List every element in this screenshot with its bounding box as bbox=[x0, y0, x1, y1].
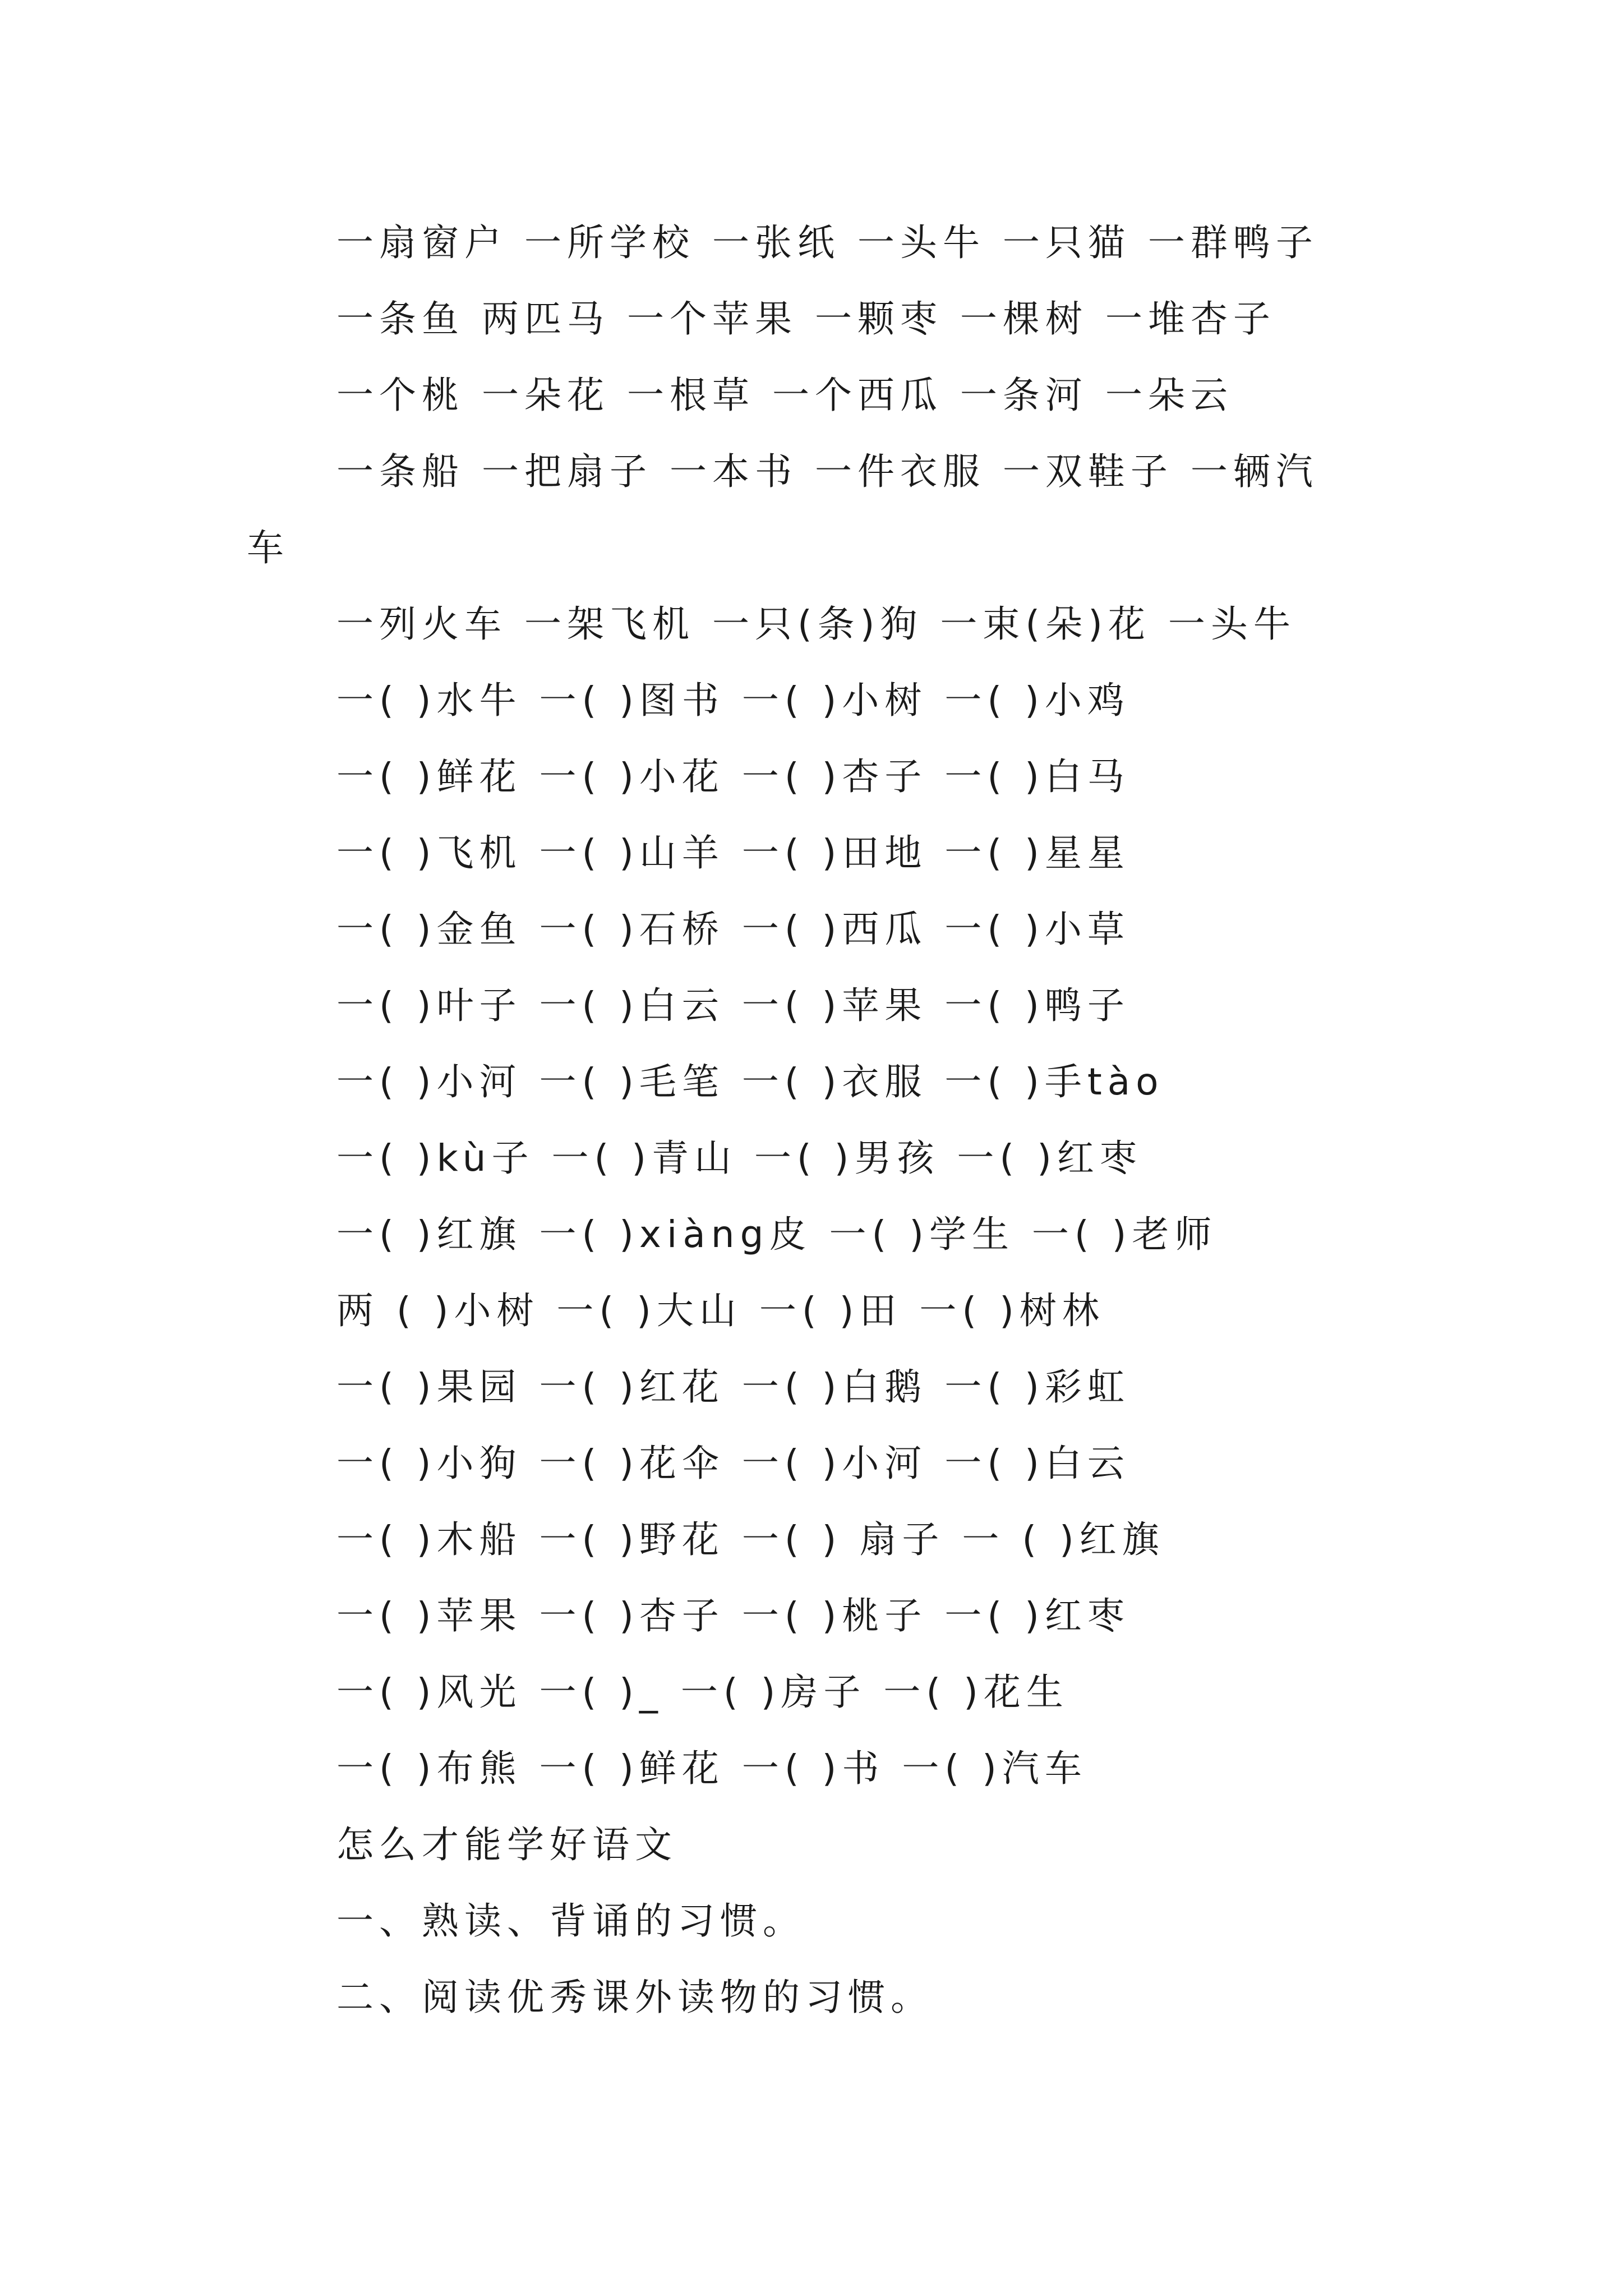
list-item: 二、阅读优秀课外读物的习惯。 bbox=[336, 1976, 933, 2019]
exercise-line: 一( )红旗 一( )xiàng皮 一( )学生 一( )老师 bbox=[336, 1213, 1218, 1256]
exercise-line: 一( )小河 一( )毛笔 一( )衣服 一( )手tào bbox=[336, 1060, 1164, 1103]
exercise-line: 一( )kù子 一( )青山 一( )男孩 一( )红枣 bbox=[336, 1137, 1142, 1180]
exercise-line: 一( )小狗 一( )花伞 一( )小河 一( )白云 bbox=[336, 1442, 1130, 1485]
text-line: 一个桃 一朵花 一根草 一个西瓜 一条河 一朵云 bbox=[336, 374, 1233, 417]
exercise-line: 一( )鲜花 一( )小花 一( )杏子 一( )白马 bbox=[336, 755, 1130, 798]
exercise-line: 一( )风光 一( )_ 一( )房子 一( )花生 bbox=[336, 1671, 1069, 1714]
exercise-line: 一( )飞机 一( )山羊 一( )田地 一( )星星 bbox=[336, 831, 1130, 875]
exercise-line: 一( )木船 一( )野花 一( ) 扇子 一 ( )红旗 bbox=[336, 1518, 1165, 1561]
exercise-line: 一( )苹果 一( )杏子 一( )桃子 一( )红枣 bbox=[336, 1594, 1130, 1637]
list-item: 一、熟读、背诵的习惯。 bbox=[336, 1899, 805, 1943]
exercise-line: 一( )叶子 一( )白云 一( )苹果 一( )鸭子 bbox=[336, 984, 1130, 1027]
text-line-continuation: 车 bbox=[247, 526, 289, 569]
text-line: 一列火车 一架飞机 一只(条)狗 一束(朵)花 一头牛 bbox=[336, 602, 1296, 646]
document-body bbox=[247, 205, 1391, 2036]
text-line: 一条船 一把扇子 一本书 一件衣服 一双鞋子 一辆汽 bbox=[336, 450, 1318, 493]
exercise-line: 一( )金鱼 一( )石桥 一( )西瓜 一( )小草 bbox=[336, 908, 1130, 951]
exercise-line: 一( )果园 一( )红花 一( )白鹅 一( )彩虹 bbox=[336, 1365, 1130, 1409]
section-heading: 怎么才能学好语文 bbox=[336, 1823, 677, 1866]
exercise-line: 两 ( )小树 一( )大山 一( )田 一( )树林 bbox=[336, 1289, 1105, 1332]
exercise-line: 一( )布熊 一( )鲜花 一( )书 一( )汽车 bbox=[336, 1747, 1087, 1790]
text-line: 一扇窗户 一所学校 一张纸 一头牛 一只猫 一群鸭子 bbox=[336, 221, 1318, 264]
exercise-line: 一( )水牛 一( )图书 一( )小树 一( )小鸡 bbox=[336, 679, 1130, 722]
text-line: 一条鱼 两匹马 一个苹果 一颗枣 一棵树 一堆杏子 bbox=[336, 297, 1276, 341]
